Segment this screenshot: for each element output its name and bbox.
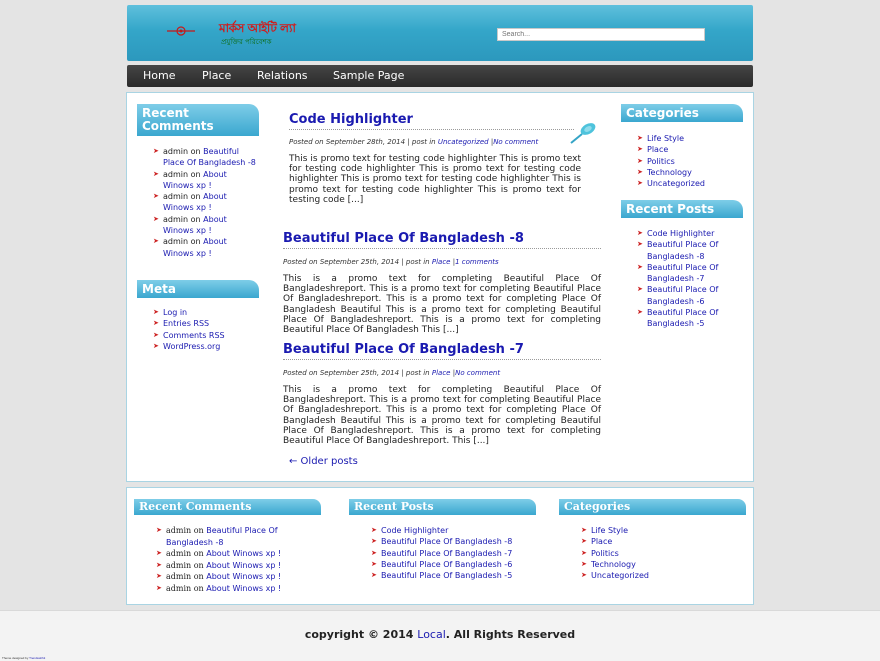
comment-post-link[interactable]: Beautiful Place Of Bangladesh -8: [166, 526, 278, 547]
arrow-right-icon: ➤: [153, 330, 159, 339]
meta-link-login[interactable]: Log in: [163, 308, 188, 317]
recent-post-link[interactable]: Beautiful Place Of Bangladesh -7: [381, 548, 513, 558]
post-date: Posted on September 25th, 2014 | post in: [283, 369, 430, 377]
arrow-right-icon: ➤: [637, 156, 643, 165]
list-item: [579, 525, 739, 536]
comment-author: admin: [166, 560, 192, 570]
post-excerpt: This is promo text for testing code highlighter This is promo text for testing code highlighter This is promo text for testing code highlighter This is promo text for testing code highlighter This is promo text for testing code highlighter This is promo text for testing code [...]: [289, 154, 581, 205]
footer-title-categories: [559, 499, 746, 515]
comment-post-link[interactable]: About Winows xp !: [163, 192, 227, 213]
list-item: [635, 178, 745, 189]
post-excerpt: This is a promo text for completing Beautiful Place Of Bangladeshreport. This is a promo text for completing Beautiful Place Of Bangladeshreport. This is a promo text for completing Place Of Bangladesh Beautiful This is a promo text for completing Beautiful Place Of Bangladeshreport. This is a promo text for completing Beautiful Place Of Bangladeshreport. This [...]: [283, 385, 601, 447]
pushpin-icon: [568, 120, 602, 146]
arrow-right-icon: ➤: [581, 526, 587, 534]
list-item: [579, 559, 739, 570]
comment-author: admin: [166, 572, 192, 582]
arrow-right-icon: ➤: [153, 308, 159, 316]
arrow-right-icon: ➤: [371, 537, 377, 546]
recent-post-link[interactable]: Beautiful Place Of Bangladesh -7: [647, 262, 719, 284]
post-divider: [289, 129, 574, 130]
list-item: [369, 548, 534, 559]
category-link[interactable]: Politics: [647, 156, 675, 166]
list-item: [635, 156, 745, 167]
footer-categories-list: [579, 525, 739, 581]
list-item: [154, 525, 319, 548]
comment-author: admin: [166, 526, 192, 535]
list-item: [369, 559, 534, 570]
search-input[interactable]: [497, 28, 705, 41]
category-link[interactable]: Place: [647, 145, 669, 155]
list-item: [635, 133, 745, 144]
comment-author: admin: [163, 237, 189, 247]
list-item: [579, 570, 739, 581]
meta-link-wordpress[interactable]: WordPress.org: [163, 341, 221, 351]
arrow-right-icon: ➤: [581, 548, 587, 557]
arrow-right-icon: ➤: [581, 571, 587, 580]
category-link[interactable]: Technology: [647, 167, 692, 177]
list-item: [579, 536, 739, 547]
arrow-right-icon: ➤: [581, 537, 587, 546]
comment-post-link[interactable]: About Winows xp !: [206, 572, 282, 582]
widget-title-text: Recent Posts: [354, 500, 434, 513]
comment-post-link[interactable]: About Winows xp !: [163, 169, 227, 190]
meta-link-comments-rss[interactable]: Comments RSS: [163, 330, 225, 340]
recent-post-link[interactable]: Beautiful Place Of Bangladesh -5: [647, 308, 719, 329]
list-item: [635, 284, 735, 307]
post-date: Posted on September 25th, 2014 | post in: [283, 258, 430, 266]
post-title[interactable]: Code Highlighter: [289, 112, 413, 127]
widget-title-text: Meta: [142, 282, 176, 296]
copyright-text: [0, 628, 880, 641]
list-item: [635, 167, 745, 178]
comment-on: on: [190, 147, 201, 156]
footer-recent-posts-list: [369, 525, 534, 581]
arrow-right-icon: ➤: [371, 526, 377, 534]
list-item: [635, 307, 735, 330]
post-title[interactable]: Beautiful Place Of Bangladesh -8: [283, 231, 524, 246]
comment-author: admin: [163, 169, 189, 179]
comment-post-link[interactable]: About Winows xp !: [206, 560, 282, 570]
site-header: [127, 5, 753, 61]
comment-post-link[interactable]: About Winows xp !: [206, 583, 282, 593]
arrow-right-icon: ➤: [371, 559, 377, 568]
category-link[interactable]: Uncategorized: [647, 179, 705, 189]
arrow-right-icon: ➤: [156, 549, 162, 558]
arrow-right-icon: ➤: [153, 147, 159, 155]
comment-author: admin: [166, 549, 192, 559]
category-link[interactable]: Life Style: [591, 526, 629, 535]
arrow-right-icon: ➤: [637, 240, 643, 249]
post-divider: [283, 248, 601, 249]
nav-sample-page[interactable]: Sample Page: [333, 69, 405, 82]
post-category-link[interactable]: Uncategorized: [437, 138, 489, 146]
widget-title-categories: [621, 104, 743, 122]
arrow-right-icon: ➤: [156, 560, 162, 569]
category-link[interactable]: Technology: [591, 559, 636, 569]
list-item: [154, 583, 319, 595]
site-footer: [0, 610, 880, 661]
list-item: [579, 548, 739, 559]
comment-post-link[interactable]: Beautiful Place Of Bangladesh -8: [163, 147, 256, 168]
comment-author: admin: [163, 147, 189, 156]
arrow-right-icon: ➤: [581, 559, 587, 568]
post-meta: Posted on September 25th, 2014 | post in Place |1 comments: [283, 258, 499, 266]
list-item: [151, 146, 256, 169]
arrow-right-icon: ➤: [153, 319, 159, 328]
nav-relations[interactable]: Relations: [257, 69, 308, 82]
category-link[interactable]: Place: [591, 537, 613, 547]
site-link[interactable]: Local: [417, 628, 446, 641]
arrow-right-icon: ➤: [637, 179, 643, 188]
list-item: [151, 330, 256, 341]
logo-mark-icon: [167, 26, 195, 36]
recent-post-link[interactable]: Code Highlighter: [381, 526, 449, 535]
post-category-link[interactable]: Place: [431, 369, 451, 377]
widget-title-text: Categories: [626, 106, 699, 120]
widget-title-text: Recent Comments: [139, 500, 252, 513]
designer-link[interactable]: Trendswithit: [29, 656, 46, 660]
category-link[interactable]: Uncategorized: [591, 571, 649, 581]
comment-post-link[interactable]: About Winows xp !: [206, 549, 282, 559]
list-item: [154, 571, 319, 583]
list-item: [369, 570, 534, 581]
post-excerpt: This is a promo text for completing Beautiful Place Of Bangladeshreport. This is a promo text for completing Beautiful Place Of Bangladeshreport. This is a promo text for completing Place Of Bangladesh Beautiful This is a promo text for completing Beautiful Place Of Bangladeshreport. This is a promo text for completing Beautiful Place Of Bangladesh This [...]: [283, 274, 601, 336]
list-item: [635, 262, 735, 285]
list-item: [635, 144, 745, 155]
arrow-right-icon: ➤: [371, 571, 377, 580]
meta-list: [151, 307, 256, 352]
widget-title-text: Categories: [564, 500, 631, 513]
post-comments-link[interactable]: No comment: [455, 369, 501, 377]
logo-subtitle: প্রযুক্তির পরিবেশক: [221, 38, 272, 46]
comment-on: on: [193, 526, 204, 535]
list-item: [369, 536, 534, 547]
post-comments-link[interactable]: No comment: [493, 138, 539, 146]
arrow-right-icon: ➤: [153, 169, 159, 178]
list-item: [154, 560, 319, 572]
list-item: [151, 214, 256, 237]
copyright-prefix: copyright © 2014: [304, 628, 414, 641]
comment-on: on: [190, 237, 201, 247]
category-link[interactable]: Life Style: [647, 134, 685, 143]
meta-link-entries-rss[interactable]: Entries RSS: [163, 319, 210, 329]
arrow-right-icon: ➤: [153, 214, 159, 223]
nav-place[interactable]: Place: [202, 69, 232, 82]
comment-on: on: [190, 169, 201, 179]
comment-on: on: [190, 192, 201, 202]
arrow-right-icon: ➤: [637, 145, 643, 154]
nav-home[interactable]: Home: [143, 69, 176, 82]
comment-on: on: [193, 549, 204, 559]
list-item: [151, 318, 256, 329]
list-item: [151, 341, 256, 352]
comment-on: on: [193, 560, 204, 570]
recent-post-link[interactable]: Beautiful Place Of Bangladesh -8: [381, 537, 513, 547]
arrow-right-icon: ➤: [637, 229, 643, 237]
post-category-link[interactable]: Place: [431, 258, 451, 266]
arrow-right-icon: ➤: [371, 548, 377, 557]
post-meta: Posted on September 25th, 2014 | post in Place |No comment: [283, 369, 501, 377]
list-item: [151, 307, 256, 318]
widget-title-text: Recent Comments: [142, 106, 214, 133]
arrow-right-icon: ➤: [637, 167, 643, 176]
site-logo[interactable]: [167, 19, 317, 49]
post-comments-link[interactable]: 1 comments: [455, 258, 499, 266]
widget-title-recent-posts: [621, 200, 743, 218]
older-posts-link[interactable]: ← Older posts: [289, 456, 358, 467]
post-meta: Posted on September 28th, 2014 | post in Uncategorized |No comment: [289, 138, 539, 146]
arrow-right-icon: ➤: [637, 262, 643, 271]
recent-post-link[interactable]: Code Highlighter: [647, 229, 715, 238]
footer-title-recent-posts: [349, 499, 536, 515]
recent-post-link[interactable]: Beautiful Place Of Bangladesh -5: [381, 571, 513, 581]
copyright-suffix: . All Rights Reserved: [445, 628, 576, 641]
arrow-right-icon: ➤: [156, 572, 162, 581]
arrow-right-icon: ➤: [153, 237, 159, 246]
arrow-right-icon: ➤: [156, 583, 162, 592]
arrow-right-icon: ➤: [637, 308, 643, 317]
category-link[interactable]: Politics: [591, 548, 619, 558]
arrow-right-icon: ➤: [637, 134, 643, 142]
arrow-right-icon: ➤: [153, 341, 159, 350]
arrow-right-icon: ➤: [153, 192, 159, 201]
list-item: [154, 548, 319, 560]
recent-post-link[interactable]: Beautiful Place Of Bangladesh -6: [647, 285, 719, 306]
comment-on: on: [193, 572, 204, 582]
recent-post-link[interactable]: Beautiful Place Of Bangladesh -8: [647, 240, 719, 261]
main-nav: [127, 65, 753, 87]
comment-post-link[interactable]: About Winows xp !: [163, 237, 227, 258]
list-item: [151, 191, 256, 214]
recent-posts-list: [635, 228, 735, 330]
list-item: [635, 228, 735, 239]
recent-comments-list: [151, 146, 256, 259]
widget-title-recent-comments: [137, 104, 259, 136]
footer-title-recent-comments: [134, 499, 321, 515]
comment-post-link[interactable]: About Winows xp !: [163, 214, 227, 236]
comment-author: admin: [163, 192, 189, 202]
list-item: [369, 525, 534, 536]
post-divider: [283, 359, 601, 360]
comment-author: admin: [166, 583, 192, 593]
categories-list: [635, 133, 745, 189]
post-title[interactable]: Beautiful Place Of Bangladesh -7: [283, 342, 524, 357]
logo-title: মার্কস আইটি ল্যা: [219, 21, 296, 35]
list-item: [635, 239, 735, 262]
comment-on: on: [193, 583, 204, 593]
arrow-right-icon: ➤: [156, 526, 162, 534]
comment-on: on: [190, 214, 201, 224]
footer-recent-comments-list: [154, 525, 319, 595]
widget-title-text: Recent Posts: [626, 202, 715, 216]
comment-author: admin: [163, 214, 189, 224]
arrow-right-icon: ➤: [637, 285, 643, 294]
recent-post-link[interactable]: Beautiful Place Of Bangladesh -6: [381, 559, 513, 569]
designed-by-label: Theme designed by: [2, 656, 29, 660]
designed-by: [2, 656, 45, 660]
list-item: [151, 169, 256, 192]
widget-title-meta: [137, 280, 259, 298]
post-date: Posted on September 28th, 2014 | post in: [289, 138, 436, 146]
list-item: [151, 236, 256, 259]
